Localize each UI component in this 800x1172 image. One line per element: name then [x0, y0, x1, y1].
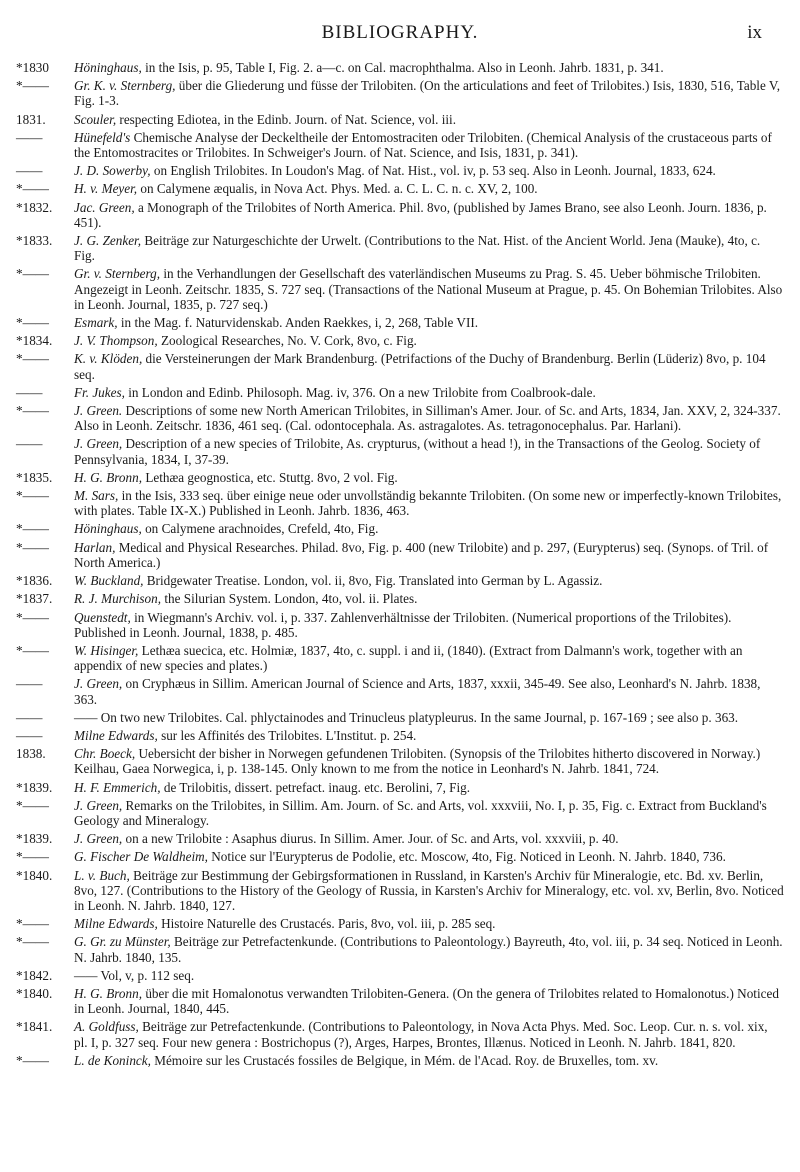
entry-author: J. D. Sowerby,: [74, 163, 151, 179]
entry-year: *——: [16, 916, 49, 932]
entry-body: on Calymene arachnoides, Crefeld, 4to, Fig.: [141, 521, 379, 537]
entry-author: G. Fischer De Waldheim,: [74, 849, 208, 865]
bibliography-entry: [16, 60, 784, 75]
bibliography-entry: [16, 266, 784, 312]
entry-text: [74, 798, 784, 828]
entry-text: [74, 780, 784, 795]
entry-body: Notice sur l'Eurypterus de Podolie, etc. Moscow, 4to, Fig. Noticed in Leonh. N. Jahrb. 1840, 736.: [207, 849, 726, 865]
bibliography-entry: [16, 831, 784, 846]
entry-text: [74, 60, 784, 75]
entry-year: *——: [16, 849, 49, 865]
entry-year: ——: [16, 384, 43, 400]
bibliography-entry: [16, 200, 784, 230]
entry-author: J. Green.: [74, 403, 123, 419]
entry-year: ——: [16, 727, 43, 743]
entry-body: on a new Trilobite : Asaphus diurus. In Sillim. Amer. Jour. of Sc. and Arts, vol. xxxviii, p. 40.: [122, 831, 619, 847]
entry-year: 1831.: [16, 111, 46, 127]
entry-author: K. v. Klöden,: [74, 351, 143, 367]
entry-text: [74, 315, 784, 330]
bibliography-entry: [16, 573, 784, 588]
entry-year: ——: [16, 129, 43, 145]
entry-author: G. Gr. zu Münster,: [74, 934, 171, 950]
entry-author: Harlan,: [74, 539, 116, 555]
entry-author: Gr. v. Sternberg,: [74, 266, 161, 282]
entry-body: in the Mag. f. Naturvidenskab. Anden Raekkes, i, 2, 268, Table VII.: [117, 315, 479, 331]
entry-body: Beiträge zur Naturgeschichte der Urwelt. (Contributions to the Nat. Hist. of the Ancient World. Jena (Mauke), 4to, c. Fig.: [74, 233, 761, 264]
bibliography-entry: [16, 78, 784, 108]
bibliography-entry: [16, 968, 784, 983]
entry-author: J. G. Zenker,: [74, 233, 142, 249]
entry-text: [74, 710, 784, 725]
entry-year: *1836.: [16, 573, 53, 589]
entry-text: [74, 591, 784, 606]
bibliography-entry: [16, 916, 784, 931]
bibliography-entry: [16, 351, 784, 381]
entry-body: Beiträge zur Petrefactenkunde. (Contributions to Paleontology.) Bayreuth, 4to, vol. iii, p. 34 seq. Noticed in Leonh. N. Jahrb. 1840, 135.: [74, 934, 783, 965]
entry-author: J. V. Thompson,: [74, 333, 158, 349]
entry-year: *——: [16, 78, 49, 94]
entry-author: H. F. Emmerich,: [74, 779, 161, 795]
entry-author: A. Goldfuss,: [74, 1019, 139, 1035]
entry-year: *——: [16, 403, 49, 419]
entry-author: Esmark,: [74, 315, 118, 331]
entry-text: [74, 403, 784, 433]
page-header: [0, 22, 800, 46]
bibliography-entry: [16, 181, 784, 196]
entry-body: Lethæa suecica, etc. Holmiæ, 1837, 4to, c. suppl. i and ii, (1840). (Extract from Dalmann's work, together with an appendix of new species and plates.): [74, 642, 743, 674]
entry-author: W. Buckland,: [74, 573, 144, 589]
entry-text: [74, 333, 784, 348]
entry-text: [74, 1019, 784, 1049]
entry-author: Jac. Green,: [74, 199, 135, 215]
entry-text: [74, 540, 784, 570]
entry-text: [74, 78, 784, 108]
entry-body: Histoire Naturelle des Crustacés. Paris, 8vo, vol. iii, p. 285 seq.: [157, 916, 496, 932]
entry-text: [74, 112, 784, 127]
entry-author: H. v. Meyer,: [74, 181, 138, 197]
entry-year: *1832.: [16, 199, 53, 215]
entry-year: *1839.: [16, 831, 53, 847]
bibliography-entry: [16, 676, 784, 706]
entry-year: *1840.: [16, 867, 53, 883]
entry-text: [74, 351, 784, 381]
entry-year: *1839.: [16, 779, 53, 795]
entry-body: de Trilobitis, dissert. petrefact. inaug. etc. Berolini, 7, Fig.: [160, 779, 471, 795]
entry-text: [74, 1053, 784, 1068]
entry-author: J. Green,: [74, 436, 123, 452]
entry-body: Beiträge zur Bestimmung der Gebirgsformationen in Russland, in Karsten's Archiv für Mineralogie, etc. Bd. xv. Berlin, 8vo, 127. (Contributions to the History of the Geology of Russia, in Karsten's Archiv for Mineralogy, etc. vol. xv, Berlin, 8vo. Noticed in Leonh. N. Jahrb. 1840, 127.: [74, 867, 784, 913]
bibliography-entry: [16, 488, 784, 518]
entry-author: Fr. Jukes,: [74, 384, 125, 400]
bibliography-entry: [16, 1019, 784, 1049]
entry-author: Höninghaus,: [74, 60, 142, 75]
entry-text: [74, 470, 784, 485]
entry-author: J. Green,: [74, 831, 123, 847]
entry-year: *——: [16, 539, 49, 555]
bibliography-entry: [16, 986, 784, 1016]
entry-author: ——: [74, 967, 98, 983]
entry-author: Scouler,: [74, 111, 117, 127]
bibliography-entry: [16, 233, 784, 263]
entry-year: *——: [16, 315, 49, 331]
entry-year: *1840.: [16, 985, 53, 1001]
entry-text: [74, 728, 784, 743]
entry-author: W. Hisinger,: [74, 642, 139, 658]
entry-author: H. G. Bronn,: [74, 469, 143, 485]
entry-body: Beiträge zur Petrefactenkunde. (Contributions to Paleontology, in Nova Acta Phys. Med. Soc. Leop. Cur. n. s. vol. xix, pl. I, p. 327 seq. Four new genera : Bostrichopus (?), Arges, Harpes, Brontes, Illænus. Noticed in Leonh. N. Jahrb. 1841, 820.: [74, 1019, 768, 1050]
entry-author: H. G. Bronn,: [74, 985, 143, 1001]
entry-year: *——: [16, 351, 49, 367]
entry-body: sur les Affinités des Trilobites. L'Institut. p. 254.: [157, 727, 417, 743]
entry-body: die Versteinerungen der Mark Brandenburg. (Petrifactions of the Duchy of Brandenburg. Berlin (Lüderiz) 8vo, p. 104 seq.: [74, 351, 766, 382]
entry-year: *1835.: [16, 469, 53, 485]
entry-author: Milne Edwards,: [74, 727, 158, 743]
entry-year: *1842.: [16, 967, 53, 983]
entry-body: Bridgewater Treatise. London, vol. ii, 8vo, Fig. Translated into German by L. Agassiz.: [143, 573, 603, 589]
entry-body: on Calymene æqualis, in Nova Act. Phys. Med. a. C. L. C. n. c. XV, 2, 100.: [137, 181, 538, 197]
bibliography-entry: [16, 436, 784, 466]
entry-body: in Wiegmann's Archiv. vol. i, p. 337. Zahlenverhältnisse der Trilobiten. (Numerical proportions of the Trilobites). Published in Leonh. Journal, 1838, p. 485.: [74, 609, 732, 640]
bibliography-entry: [16, 710, 784, 725]
entry-text: [74, 266, 784, 312]
entry-text: [74, 676, 784, 706]
bibliography-entry: [16, 470, 784, 485]
entry-body: On two new Trilobites. Cal. phlyctainodes and Trinucleus platypleurus. In the same Journal, p. 167-169 ; see also p. 363.: [97, 709, 739, 725]
entry-text: [74, 934, 784, 964]
entry-text: [74, 181, 784, 196]
entry-body: Description of a new species of Trilobite, As. crypturus, (without a head !), in the Transactions of the Geolog. Society of Pennsylvania, 1834, I, 37-39.: [74, 436, 761, 467]
entry-author: R. J. Murchison,: [74, 591, 162, 607]
entry-body: in the Verhandlungen der Gesellschaft des vaterländischen Museums zu Prag. S. 45. Ueber böhmische Trilobiten. Angezeigt in Leonh. Zeitschr. 1835, S. 727 seq. (Transactions of the National Museum at Prague, p. 45. On Bohemian Trilobites. Also in Leonh. Journal, 1835, p. 727 seq.): [74, 266, 783, 312]
entry-year: *——: [16, 797, 49, 813]
entry-body: Chemische Analyse der Deckeltheile der Entomostraciten oder Trilobiten. (Chemical Analysis of the crustaceous parts of the Entomostracites or Trilobites. In Schweiger's Journ. of Nat. Science, and Isis, 1831, p. 341).: [74, 129, 772, 161]
entry-text: [74, 200, 784, 230]
entry-body: Zoological Researches, No. V. Cork, 8vo, c. Fig.: [157, 333, 417, 349]
bibliography-entry: [16, 540, 784, 570]
bibliography-list: [16, 60, 784, 1071]
entry-text: [74, 573, 784, 588]
bibliography-entry: [16, 728, 784, 743]
entry-author: Milne Edwards,: [74, 916, 158, 932]
bibliography-entry: [16, 130, 784, 160]
bibliography-entry: [16, 112, 784, 127]
entry-body: über die Gliederung und füsse der Trilobiten. (On the articulations and feet of Trilobites.) Isis, 1830, 516, Table V, Fig. 1-3.: [74, 78, 780, 109]
entry-author: Quenstedt,: [74, 609, 131, 625]
entry-year: ——: [16, 163, 43, 179]
entry-year: *1834.: [16, 333, 53, 349]
entry-author: M. Sars,: [74, 488, 119, 504]
bibliography-entry: [16, 591, 784, 606]
entry-text: [74, 130, 784, 160]
bibliography-entry: [16, 643, 784, 673]
entry-body: on English Trilobites. In Loudon's Mag. of Nat. Hist., vol. iv, p. 53 seq. Also in Leonh. Journal, 1833, 624.: [150, 163, 716, 179]
entry-body: the Silurian System. London, 4to, vol. ii. Plates.: [161, 591, 418, 607]
entry-body: Uebersicht der bisher in Norwegen gefundenen Trilobiten. (Synopsis of the Trilobites hitherto discovered in Norway.) Keilhau, Gaea Norwegica, i, p. 138-145. Only known to me from the notice in Leonhard's N. Jahrb. 1841, 724.: [74, 746, 761, 777]
entry-year: *1837.: [16, 591, 53, 607]
bibliography-entry: [16, 610, 784, 640]
entry-text: [74, 868, 784, 914]
entry-body: Lethæa geognostica, etc. Stuttg. 8vo, 2 vol. Fig.: [142, 469, 398, 485]
entry-body: in London and Edinb. Philosoph. Mag. iv, 376. On a new Trilobite from Coalbrook-dale.: [124, 384, 596, 400]
entry-year: ——: [16, 709, 43, 725]
entry-text: [74, 831, 784, 846]
entry-author: Höninghaus,: [74, 521, 142, 537]
entry-text: [74, 521, 784, 536]
entry-year: *——: [16, 1052, 49, 1068]
entry-text: [74, 746, 784, 776]
entry-body: respecting Ediotea, in the Edinb. Journ. of Nat. Science, vol. iii.: [116, 111, 456, 127]
entry-year: *——: [16, 488, 49, 504]
entry-body: on Cryphæus in Sillim. American Journal of Science and Arts, 1837, xxxii, 345-49. See also, Leonhard's N. Jahrb. 1838, 363.: [74, 676, 761, 707]
entry-year: *1841.: [16, 1019, 53, 1035]
entry-year: *——: [16, 521, 49, 537]
entry-body: Mémoire sur les Crustacés fossiles de Belgique, in Mém. de l'Acad. Roy. de Bruxelles, tom. xv.: [150, 1052, 659, 1068]
entry-text: [74, 968, 784, 983]
entry-author: J. Green,: [74, 797, 123, 813]
entry-text: [74, 233, 784, 263]
entry-body: Vol, v, p. 112 seq.: [97, 967, 195, 983]
bibliography-entry: [16, 1053, 784, 1068]
entry-author: Gr. K. v. Sternberg,: [74, 78, 176, 94]
entry-body: in the Isis, p. 95, Table I, Fig. 2. a—c. on Cal. macrophthalma. Also in Leonh. Jahrb. 1831, p. 341.: [141, 60, 664, 75]
entry-text: [74, 436, 784, 466]
bibliography-entry: [16, 746, 784, 776]
bibliography-entry: [16, 163, 784, 178]
entry-author: L. de Koninck,: [74, 1052, 151, 1068]
bibliography-entry: [16, 934, 784, 964]
bibliography-entry: [16, 333, 784, 348]
entry-text: [74, 610, 784, 640]
bibliography-entry: [16, 385, 784, 400]
entry-year: ——: [16, 676, 43, 692]
entry-body: a Monograph of the Trilobites of North America. Phil. 8vo, (published by James Brano, see also Leonh. Journ. 1836, p. 451).: [74, 199, 767, 230]
entry-body: Descriptions of some new North American Trilobites, in Silliman's Amer. Jour. of Sc. and Arts, 1834, Jan. XXV, 2, 324-337. Also in Leonh. Zeitschr. 1836, 461 seq. (Cal. odontocephala. As. astragalotes. As. tetragonocephalus. Par. Harlani).: [74, 403, 781, 434]
entry-text: [74, 643, 784, 673]
entry-body: über die mit Homalonotus verwandten Trilobiten-Genera. (On the genera of Trilobites related to Homalonotus.) Noticed in Leonh. Journal, 1840, 445.: [74, 985, 779, 1017]
bibliography-entry: [16, 868, 784, 914]
entry-year: *——: [16, 934, 49, 950]
entry-year: *——: [16, 181, 49, 197]
entry-year: *1833.: [16, 233, 53, 249]
bibliography-entry: [16, 315, 784, 330]
page-number: ix: [747, 22, 762, 43]
entry-author: J. Green,: [74, 676, 123, 692]
entry-text: [74, 849, 784, 864]
entry-body: Remarks on the Trilobites, in Sillim. Am. Journ. of Sc. and Arts, vol. xxxviii, No. I, p. 35, Fig. c. Extract from Buckland's Geology and Mineralogy.: [74, 797, 767, 828]
entry-text: [74, 986, 784, 1016]
entry-year: 1838.: [16, 746, 46, 762]
entry-text: [74, 163, 784, 178]
bibliography-entry: [16, 798, 784, 828]
bibliography-entry: [16, 403, 784, 433]
entry-year: *——: [16, 642, 49, 658]
entry-body: Medical and Physical Researches. Philad. 8vo, Fig. p. 400 (new Trilobite) and p. 297, (Eurypterus) seq. (Synops. of Tril. of North America.): [74, 539, 769, 570]
entry-author: Hünefeld's: [74, 129, 131, 145]
entry-text: [74, 916, 784, 931]
entry-author: Chr. Boeck,: [74, 746, 136, 762]
entry-year: ——: [16, 436, 43, 452]
entry-text: [74, 488, 784, 518]
entry-author: ——: [74, 709, 98, 725]
entry-year: *1830: [16, 60, 49, 75]
entry-text: [74, 385, 784, 400]
bibliography-entry: [16, 780, 784, 795]
bibliography-entry: [16, 849, 784, 864]
entry-author: L. v. Buch,: [74, 867, 130, 883]
entry-year: *——: [16, 609, 49, 625]
entry-year: *——: [16, 266, 49, 282]
entry-body: in the Isis, 333 seq. über einige neue oder unvollständig bekannte Trilobiten. (On some new or imperfectly-known Trilobites, with plates. Table IX-X.) Published in Leonh. Jahrb. 1836, 463.: [74, 488, 782, 519]
bibliography-entry: [16, 521, 784, 536]
page-title: BIBLIOGRAPHY.: [321, 22, 479, 43]
